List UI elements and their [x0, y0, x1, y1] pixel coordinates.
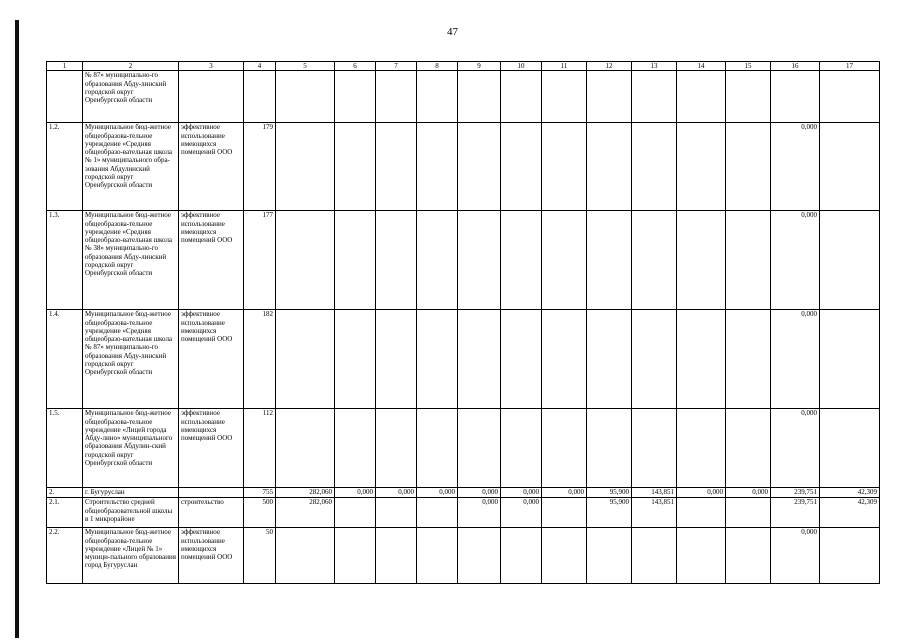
cell-col-11 [542, 211, 587, 310]
cell-col-7 [376, 211, 417, 310]
cell-col-14 [677, 409, 726, 488]
cell-col-5: 282,060 [276, 488, 335, 498]
cell-col-3: строительство [179, 498, 244, 528]
cell-col-13 [632, 123, 677, 211]
column-number-5: 5 [276, 62, 335, 71]
column-number-2: 2 [83, 62, 179, 71]
cell-col-13 [632, 211, 677, 310]
cell-col-10 [501, 123, 542, 211]
cell-col-11 [542, 123, 587, 211]
cell-col-3: эффективное использование имеющихся помещений ООО [179, 123, 244, 211]
cell-col-11 [542, 409, 587, 488]
cell-col-2: г. Бугуруслан [83, 488, 179, 498]
cell-col-8: 0,000 [417, 488, 458, 498]
cell-col-5 [276, 310, 335, 409]
cell-col-9 [458, 528, 501, 584]
cell-col-4: 50 [244, 528, 276, 584]
cell-col-2: № 87» муниципально-го образования Абду-линский городской округ Оренбургской области [83, 71, 179, 123]
cell-col-6 [335, 211, 376, 310]
cell-col-4: 500 [244, 498, 276, 528]
cell-col-5 [276, 71, 335, 123]
cell-col-17 [820, 71, 880, 123]
cell-col-12 [587, 71, 632, 123]
cell-col-16: 0,000 [771, 211, 820, 310]
table-row [47, 211, 880, 310]
cell-col-4 [244, 71, 276, 123]
table-row [47, 488, 880, 498]
cell-col-1 [47, 71, 83, 123]
cell-col-5 [276, 409, 335, 488]
cell-col-6 [335, 409, 376, 488]
cell-col-8 [417, 310, 458, 409]
cell-col-8 [417, 71, 458, 123]
cell-col-9 [458, 310, 501, 409]
cell-col-13 [632, 528, 677, 584]
cell-col-12: 95,900 [587, 488, 632, 498]
cell-col-11 [542, 528, 587, 584]
cell-col-15 [726, 211, 771, 310]
column-number-row [47, 62, 880, 71]
cell-col-9 [458, 123, 501, 211]
cell-col-6 [335, 71, 376, 123]
column-number-13: 13 [632, 62, 677, 71]
cell-col-15 [726, 310, 771, 409]
cell-col-15 [726, 71, 771, 123]
cell-col-14 [677, 498, 726, 528]
cell-col-15 [726, 409, 771, 488]
cell-col-12 [587, 528, 632, 584]
cell-col-4: 182 [244, 310, 276, 409]
column-number-8: 8 [417, 62, 458, 71]
column-number-6: 6 [335, 62, 376, 71]
cell-col-14 [677, 71, 726, 123]
table-row [47, 71, 880, 123]
cell-col-1: 2.2. [47, 528, 83, 584]
cell-col-17: 42,309 [820, 488, 880, 498]
cell-col-1: 2. [47, 488, 83, 498]
cell-col-6 [335, 310, 376, 409]
cell-col-10 [501, 71, 542, 123]
column-number-15: 15 [726, 62, 771, 71]
cell-col-16: 0,000 [771, 310, 820, 409]
cell-col-15 [726, 528, 771, 584]
cell-col-11 [542, 498, 587, 528]
cell-col-3: эффективное использование имеющихся помещений ООО [179, 409, 244, 488]
cell-col-4: 755 [244, 488, 276, 498]
cell-col-12 [587, 310, 632, 409]
cell-col-9 [458, 71, 501, 123]
column-number-1: 1 [47, 62, 83, 71]
column-number-10: 10 [501, 62, 542, 71]
cell-col-16: 0,000 [771, 123, 820, 211]
cell-col-7 [376, 71, 417, 123]
column-number-3: 3 [179, 62, 244, 71]
column-number-7: 7 [376, 62, 417, 71]
column-number-12: 12 [587, 62, 632, 71]
cell-col-5 [276, 211, 335, 310]
cell-col-4: 177 [244, 211, 276, 310]
cell-col-10 [501, 409, 542, 488]
cell-col-10 [501, 310, 542, 409]
table-row [47, 123, 880, 211]
cell-col-4: 112 [244, 409, 276, 488]
cell-col-1: 1.2. [47, 123, 83, 211]
column-number-14: 14 [677, 62, 726, 71]
cell-col-2: Строительство средней общеобразовательной школы в 1 микрорайоне [83, 498, 179, 528]
table-row [47, 310, 880, 409]
cell-col-14 [677, 123, 726, 211]
cell-col-2: Муниципальное бюд-жетное общеобразова-тельное учреждение «Средняя общеобразо-вательная школа № 1» муниципального обра-зования Абдулинский городской округ Оренбургской области [83, 123, 179, 211]
cell-col-13 [632, 310, 677, 409]
column-number-9: 9 [458, 62, 501, 71]
cell-col-9 [458, 211, 501, 310]
cell-col-14 [677, 211, 726, 310]
table-row [47, 528, 880, 584]
cell-col-12 [587, 409, 632, 488]
cell-col-10 [501, 211, 542, 310]
cell-col-17: 42,309 [820, 498, 880, 528]
cell-col-3 [179, 488, 244, 498]
table-row [47, 409, 880, 488]
cell-col-10: 0,000 [501, 488, 542, 498]
cell-col-16: 0,000 [771, 409, 820, 488]
binding-edge [15, 20, 19, 638]
cell-col-8 [417, 528, 458, 584]
cell-col-16: 239,751 [771, 498, 820, 528]
cell-col-15 [726, 498, 771, 528]
cell-col-15: 0,000 [726, 488, 771, 498]
cell-col-11: 0,000 [542, 488, 587, 498]
cell-col-7 [376, 528, 417, 584]
cell-col-9 [458, 409, 501, 488]
cell-col-3: эффективное использование имеющихся помещений ООО [179, 211, 244, 310]
cell-col-7 [376, 409, 417, 488]
cell-col-8 [417, 123, 458, 211]
page-number: 47 [447, 26, 458, 38]
column-number-17: 17 [820, 62, 880, 71]
cell-col-6 [335, 123, 376, 211]
cell-col-8 [417, 409, 458, 488]
cell-col-5 [276, 123, 335, 211]
cell-col-7 [376, 123, 417, 211]
cell-col-13 [632, 409, 677, 488]
column-number-11: 11 [542, 62, 587, 71]
cell-col-4: 179 [244, 123, 276, 211]
cell-col-6 [335, 498, 376, 528]
cell-col-12 [587, 123, 632, 211]
cell-col-13: 143,851 [632, 488, 677, 498]
cell-col-6: 0,000 [335, 488, 376, 498]
cell-col-10: 0,000 [501, 498, 542, 528]
cell-col-8 [417, 498, 458, 528]
column-number-16: 16 [771, 62, 820, 71]
cell-col-13: 143,851 [632, 498, 677, 528]
cell-col-14 [677, 310, 726, 409]
cell-col-17 [820, 123, 880, 211]
cell-col-2: Муниципальное бюд-жетное общеобразова-тельное учреждение «Средняя общеобразо-вательная школа № 38» муниципально-го образования Абду-линский городской округ Оренбургской области [83, 211, 179, 310]
cell-col-12 [587, 211, 632, 310]
cell-col-11 [542, 310, 587, 409]
cell-col-3 [179, 71, 244, 123]
cell-col-2: Муниципальное бюд-жетное общеобразова-тельное учреждение «Лицей № 1» муници-пального образования город Бугуруслан [83, 528, 179, 584]
cell-col-1: 1.3. [47, 211, 83, 310]
column-number-4: 4 [244, 62, 276, 71]
cell-col-10 [501, 528, 542, 584]
cell-col-5: 282,060 [276, 498, 335, 528]
cell-col-3: эффективное использование имеющихся помещений ООО [179, 528, 244, 584]
cell-col-9: 0,000 [458, 498, 501, 528]
cell-col-7 [376, 498, 417, 528]
cell-col-17 [820, 528, 880, 584]
cell-col-3: эффективное использование имеющихся помещений ООО [179, 310, 244, 409]
cell-col-12: 95,900 [587, 498, 632, 528]
cell-col-14: 0,000 [677, 488, 726, 498]
cell-col-16: 0,000 [771, 528, 820, 584]
cell-col-7 [376, 310, 417, 409]
cell-col-14 [677, 528, 726, 584]
cell-col-2: Муниципальное бюд-жетное общеобразова-тельное учреждение «Средняя общеобразо-вательная школа № 87» муниципально-го образования Абду-линский городской округ Оренбургской области [83, 310, 179, 409]
cell-col-9: 0,000 [458, 488, 501, 498]
cell-col-15 [726, 123, 771, 211]
cell-col-1: 2.1. [47, 498, 83, 528]
cell-col-13 [632, 71, 677, 123]
cell-col-7: 0,000 [376, 488, 417, 498]
table-row [47, 498, 880, 528]
cell-col-1: 1.5. [47, 409, 83, 488]
data-table [46, 61, 880, 584]
cell-col-6 [335, 528, 376, 584]
cell-col-16: 239,751 [771, 488, 820, 498]
cell-col-17 [820, 310, 880, 409]
cell-col-11 [542, 71, 587, 123]
cell-col-2: Муниципальное бюд-жетное общеобразова-тельное учреждение «Лицей города Абду-лино» муниципального образования Абдулин-ский городской округ Оренбургской области [83, 409, 179, 488]
cell-col-17 [820, 211, 880, 310]
cell-col-16 [771, 71, 820, 123]
cell-col-17 [820, 409, 880, 488]
cell-col-8 [417, 211, 458, 310]
cell-col-1: 1.4. [47, 310, 83, 409]
cell-col-5 [276, 528, 335, 584]
